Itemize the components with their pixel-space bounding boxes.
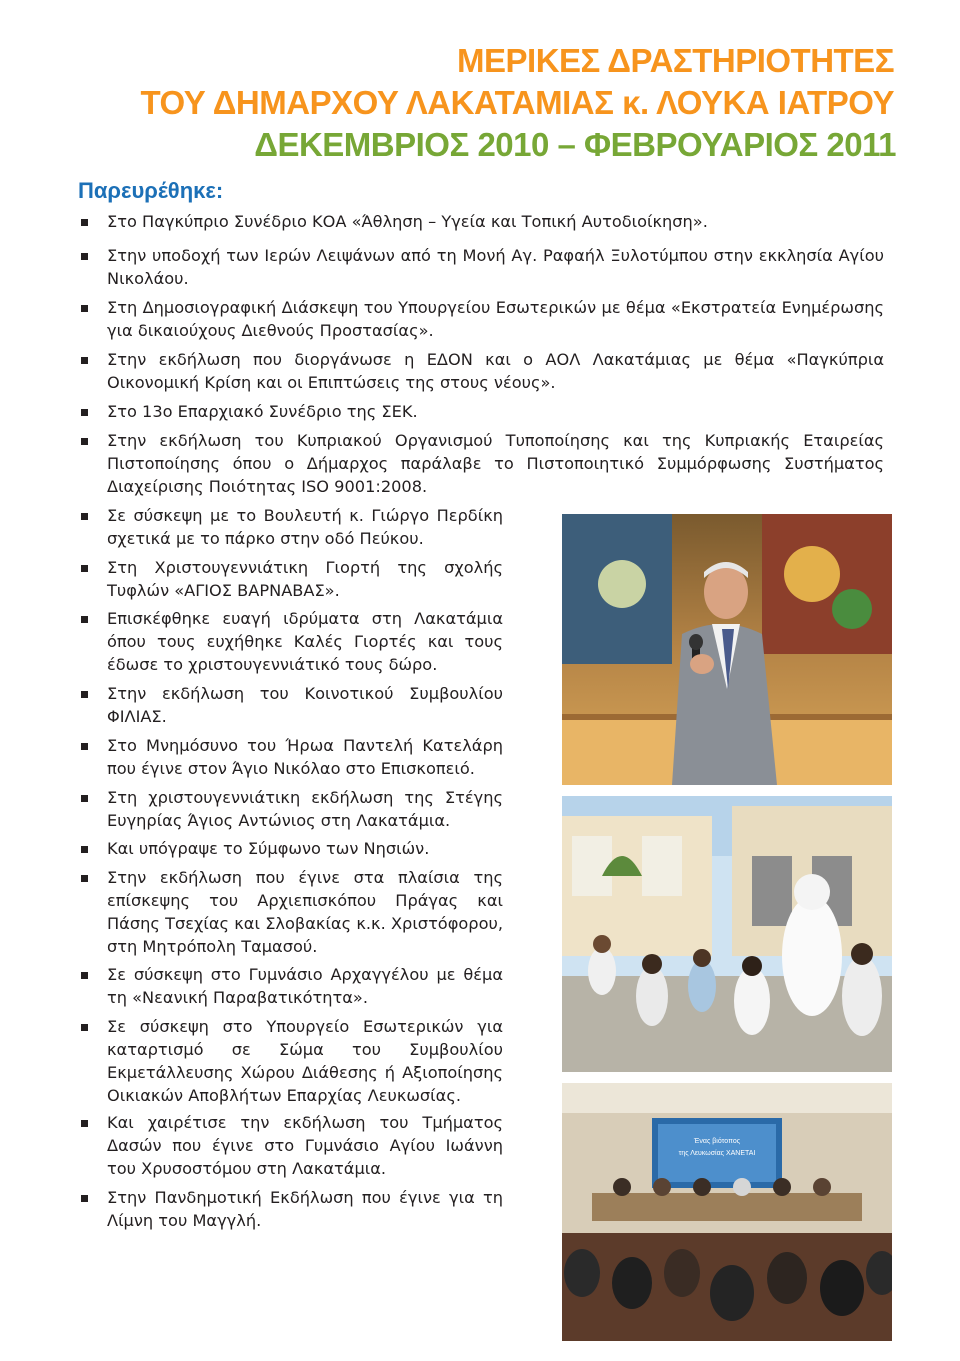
list-item-text: Σε σύσκεψη στο Γυμνάσιο Αρχαγγέλου με θέμα τη «Νεανική Παραβατικότητα». [107, 965, 503, 1007]
bullet-icon [81, 972, 88, 979]
bullet-icon [81, 846, 88, 853]
bullet-icon [81, 691, 88, 698]
list-item-text: Στην εκδήλωση του Κοινοτικού Συμβουλίου ΦΙΛΙΑΣ. [107, 684, 503, 726]
bullet-icon [81, 1195, 88, 1202]
list-item-text: Σε σύσκεψη στο Υπουργείο Εσωτερικών για καταρτισμό σε Σώμα του Συμβουλίου Εκμετάλλευσης Χώρου Διάθεσης ή Αξιοποίησης Οικιακών Αποβλήτων Επαρχίας Λευκωσίας. [107, 1017, 503, 1105]
list-item-text: Στην εκδήλωση που διοργάνωσε η ΕΔΟΝ και ο ΑΟΛ Λακατάμιας με θέμα «Παγκύπρια Οικονομική Κρίση και οι Επιπτώσεις της στους νέους». [107, 350, 884, 392]
bullet-icon [81, 875, 88, 882]
list-item-text: Στη Χριστουγεννιάτικη Γιορτή της σχολής Τυφλών «ΑΓΙΟΣ ΒΑΡΝΑΒΑΣ». [107, 558, 503, 600]
list-item-text: Στην Πανδημοτική Εκδήλωση που έγινε για τη Λίμνη του Μαγγλή. [107, 1188, 503, 1230]
list-item-text: Στην εκδήλωση του Κυπριακού Οργανισμού Τυποποίησης και της Κυπριακής Εταιρείας Πιστοποίησης όπου ο Δήμαρχος παράλαβε το Πιστοποιητικό Συμμόρφωσης Συστήματος Διαχείρισης Ποιότητας ISO 9001:2008. [107, 431, 884, 496]
list-item-text: Στο 13ο Επαρχιακό Συνέδριο της ΣΕΚ. [107, 402, 418, 421]
bullet-icon [81, 513, 88, 520]
bullet-icon [81, 219, 88, 226]
bullet-icon [81, 795, 88, 802]
svg-text:της Λευκωσίας ΧΑΝΕΤΑΙ: της Λευκωσίας ΧΑΝΕΤΑΙ [678, 1150, 756, 1157]
bullet-icon [81, 1120, 88, 1127]
banner-text: Ένας βιότοπος [693, 1138, 741, 1145]
bullet-icon [81, 438, 88, 445]
page-title-line-1: ΜΕΡΙΚΕΣ ΔΡΑΣΤΗΡΙΟΤΗΤΕΣ [457, 42, 894, 79]
bullet-icon [81, 357, 88, 364]
seminar-panel-image [562, 1083, 892, 1341]
list-item-text: Στη χριστουγεννιάτικη εκδήλωση της Στέγης Ευγηρίας Άγιος Αντώνιος στη Λακατάμια. [107, 788, 503, 830]
bullet-icon [81, 1024, 88, 1031]
page-title-dates: ΔΕΚΕΜΒΡΙΟΣ 2010 – ΦΕΒΡΟΥΑΡΙΟΣ 2011 [254, 126, 896, 163]
list-item-text: Σε σύσκεψη με το Βουλευτή κ. Γιώργο Περδίκη σχετικά με το πάρκο στην οδό Πεύκου. [107, 506, 503, 548]
list-item-text: Επισκέφθηκε ευαγή ιδρύματα στη Λακατάμια όπου τους ευχήθηκε Καλές Γιορτές και τους έδωσε το χριστουγεννιάτικό τους δώρο. [107, 609, 503, 674]
bullet-icon [81, 305, 88, 312]
list-item-text: Στην υποδοχή των Ιερών Λειψάνων από τη Μονή Αγ. Ραφαήλ Ξυλοτύμπου στην εκκλησία Αγίου Νικολάου. [107, 246, 884, 288]
photo-mayor-speaking [562, 514, 892, 785]
photo-seminar-panel [562, 1083, 892, 1341]
school-event-image [562, 796, 892, 1072]
section-title: Παρευρέθηκε: [78, 178, 224, 203]
list-item-text: Στη Δημοσιογραφική Διάσκεψη του Υπουργείου Εσωτερικών με θέμα «Εκστρατεία Ενημέρωσης για δικαιούχους Διεθνούς Προστασίας». [107, 298, 884, 340]
mayor-photo-image [562, 514, 892, 785]
bullet-icon [81, 253, 88, 260]
list-item-text: Στην εκδήλωση που έγινε στα πλαίσια της επίσκεψης του Αρχιεπισκόπου Πράγας και Πάσης Τσεχίας και Σλοβακίας κ.κ. Χριστόφορου, στη Μητρόπολη Ταμασού. [107, 868, 503, 956]
bullet-icon [81, 565, 88, 572]
bullet-icon [81, 409, 88, 416]
photo-school-event [562, 796, 892, 1072]
list-item-text: Στο Παγκύπριο Συνέδριο ΚΟΑ «Άθληση – Υγεία και Τοπική Αυτοδιοίκηση». [107, 212, 708, 231]
bullet-icon [81, 743, 88, 750]
bullet-icon [81, 616, 88, 623]
list-item-text: Και χαιρέτισε την εκδήλωση του Τμήματος Δασών που έγινε στο Γυμνάσιο Αγίου Ιωάννη του Χρυσοστόμου στη Λακατάμια. [107, 1113, 503, 1178]
page-title-line-2: ΤΟΥ ΔΗΜΑΡΧΟΥ ΛΑΚΑΤΑΜΙΑΣ κ. ΛΟΥΚΑ ΙΑΤΡΟΥ [140, 84, 894, 121]
list-item-text: Στο Μνημόσυνο του Ήρωα Παντελή Κατελάρη που έγινε στον Άγιο Νικόλαο στο Επισκοπειό. [107, 736, 503, 778]
list-item-text: Και υπόγραψε το Σύμφωνο των Νησιών. [107, 839, 430, 858]
